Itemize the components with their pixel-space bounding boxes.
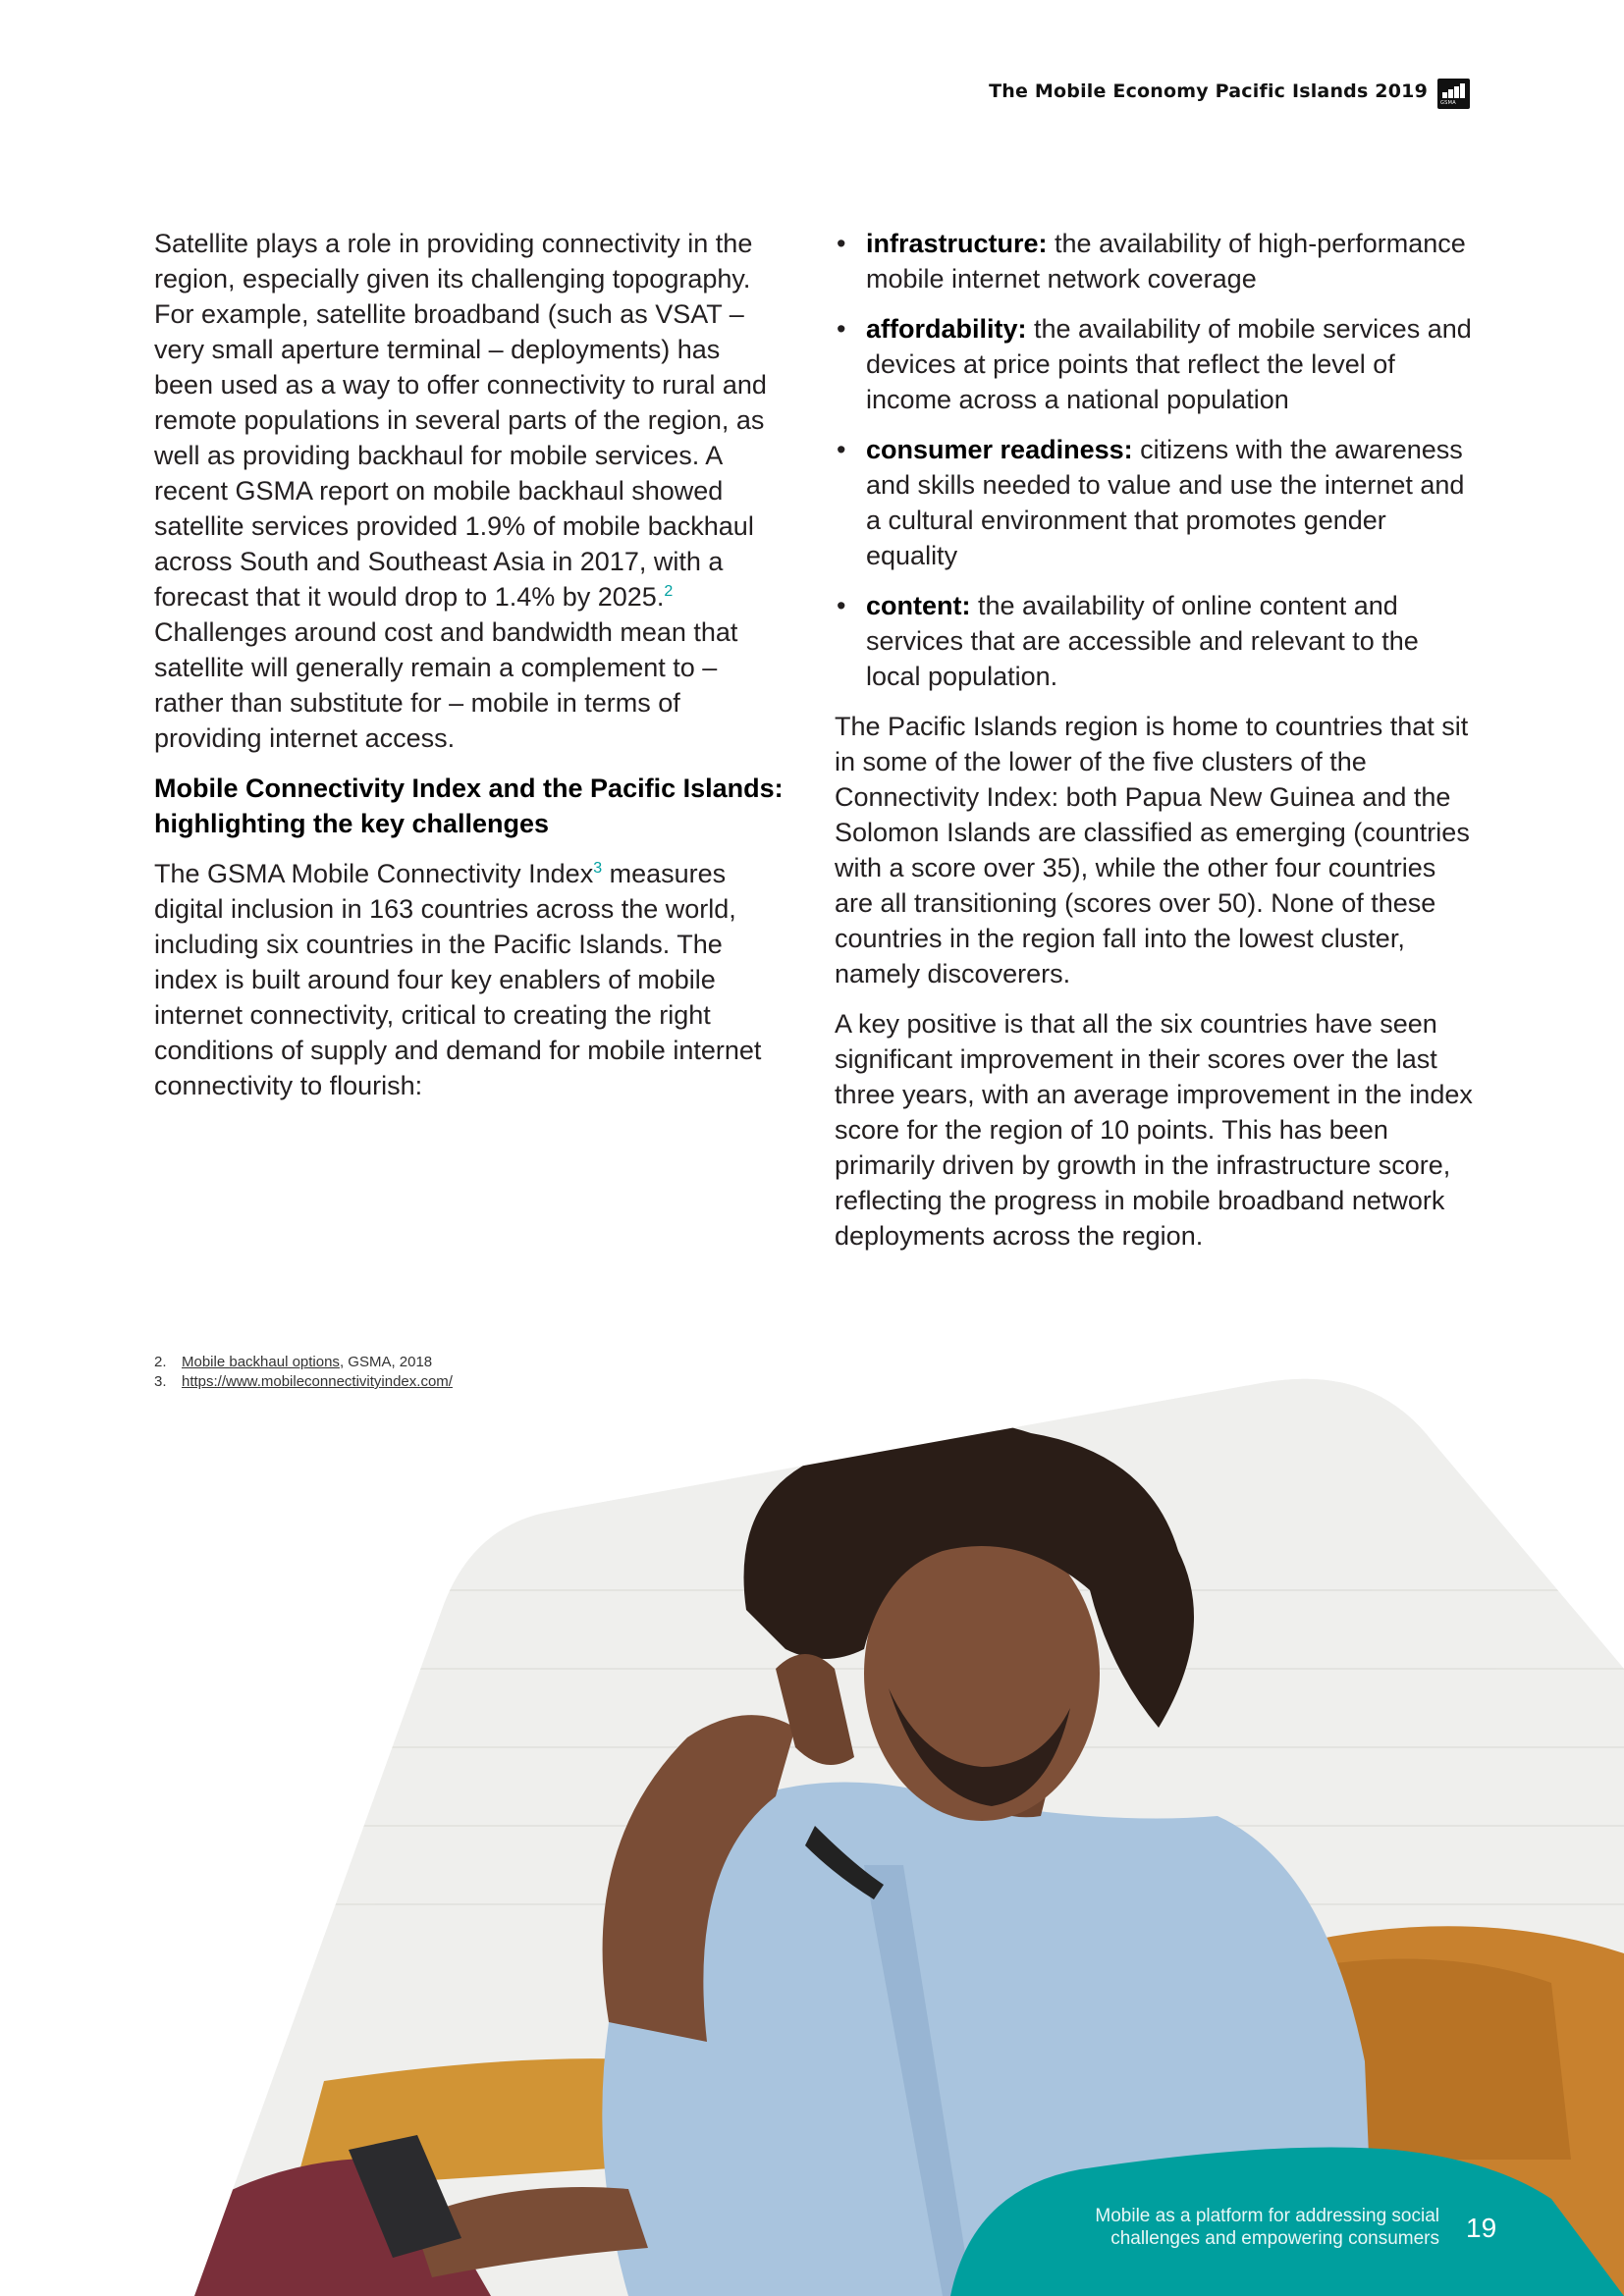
footnote-number: 2. [154, 1354, 167, 1370]
gsma-logo-text: GSMA [1440, 100, 1456, 106]
list-item-term: infrastructure: [866, 229, 1048, 258]
paragraph-satellite-continued: Challenges around cost and bandwidth mean that satellite will generally remain a complement to – rather than substitute for – mobile in terms of providing internet access. [154, 617, 738, 753]
running-header-title: The Mobile Economy Pacific Islands 2019 [989, 80, 1428, 102]
footnote-source: , GSMA, 2018 [339, 1354, 433, 1370]
paragraph-index-text-a: The GSMA Mobile Connectivity Index [154, 859, 594, 888]
list-item-text: the availability of online content and services that are accessible and relevant to the local population. [866, 591, 1419, 691]
list-item-text: citizens with the awareness and skills needed to value and use the internet and a cultural environment that promotes gender equality [866, 435, 1465, 570]
footnote-link[interactable]: Mobile backhaul options [182, 1354, 340, 1370]
paragraph-improvement: A key positive is that all the six countries have seen significant improvement in their scores over the last three years, with an average improvement in the index score for the region of 10 points. This has been primarily driven by growth in the infrastructure score, reflecting the progress in mobile broadband network deployments across the region. [835, 1009, 1473, 1251]
footnote-link[interactable]: https://www.mobileconnectivityindex.com/ [182, 1373, 453, 1390]
list-item-term: affordability: [866, 314, 1027, 344]
bullet-icon: • [837, 591, 846, 620]
footer-section-label [1095, 2205, 1439, 2250]
page-number: 19 [1466, 2213, 1497, 2243]
list-item-text: the availability of high-performance mobile internet network coverage [866, 229, 1466, 294]
paragraph-clusters: The Pacific Islands region is home to countries that sit in some of the lower of the five clusters of the Connectivity Index: both Papua New Guinea and the Solomon Islands are classified as emerging (countries with a score over 35), while the other four countries are all transitioning (scores over 50). None of these countries in the region fall into the lowest cluster, namely discoverers. [835, 712, 1470, 988]
paragraph-index-text-b: measures digital inclusion in 163 countries across the world, including six countries in the Pacific Islands. The index is built around four key enablers of mobile internet connectivity, critical to creating the right conditions of supply and demand for mobile internet connectivity to flourish: [154, 859, 762, 1100]
footer-line-2: challenges and empowering consumers [1110, 2228, 1439, 2249]
paragraph-satellite-text: Satellite plays a role in providing connectivity in the region, especially given its challenging topography. For example, satellite broadband (such as VSAT – very small aperture terminal – deployments) has been used as a way to offer connectivity to rural and remote populations in several parts of the region, as well as providing backhaul for mobile services. A recent GSMA report on mobile backhaul showed satellite services provided 1.9% of mobile backhaul across South and Southeast Asia in 2017, with a forecast that it would drop to 1.4% by 2025. [154, 229, 767, 612]
footer-line-1: Mobile as a platform for addressing social [1095, 2206, 1439, 2226]
footnote-ref-3[interactable]: 3 [593, 860, 603, 877]
footnote-ref-2[interactable]: 2 [664, 583, 674, 600]
list-item-text: the availability of mobile services and devices at price points that reflect the level of income across a national population [866, 314, 1472, 414]
bullet-icon: • [837, 229, 846, 258]
list-item-term: consumer readiness: [866, 435, 1133, 464]
bullet-icon: • [837, 314, 846, 344]
list-item-term: content: [866, 591, 971, 620]
section-heading: Mobile Connectivity Index and the Pacific Islands: highlighting the key challenges [154, 774, 784, 838]
footnote-number: 3. [154, 1373, 167, 1390]
bullet-icon: • [837, 435, 846, 464]
